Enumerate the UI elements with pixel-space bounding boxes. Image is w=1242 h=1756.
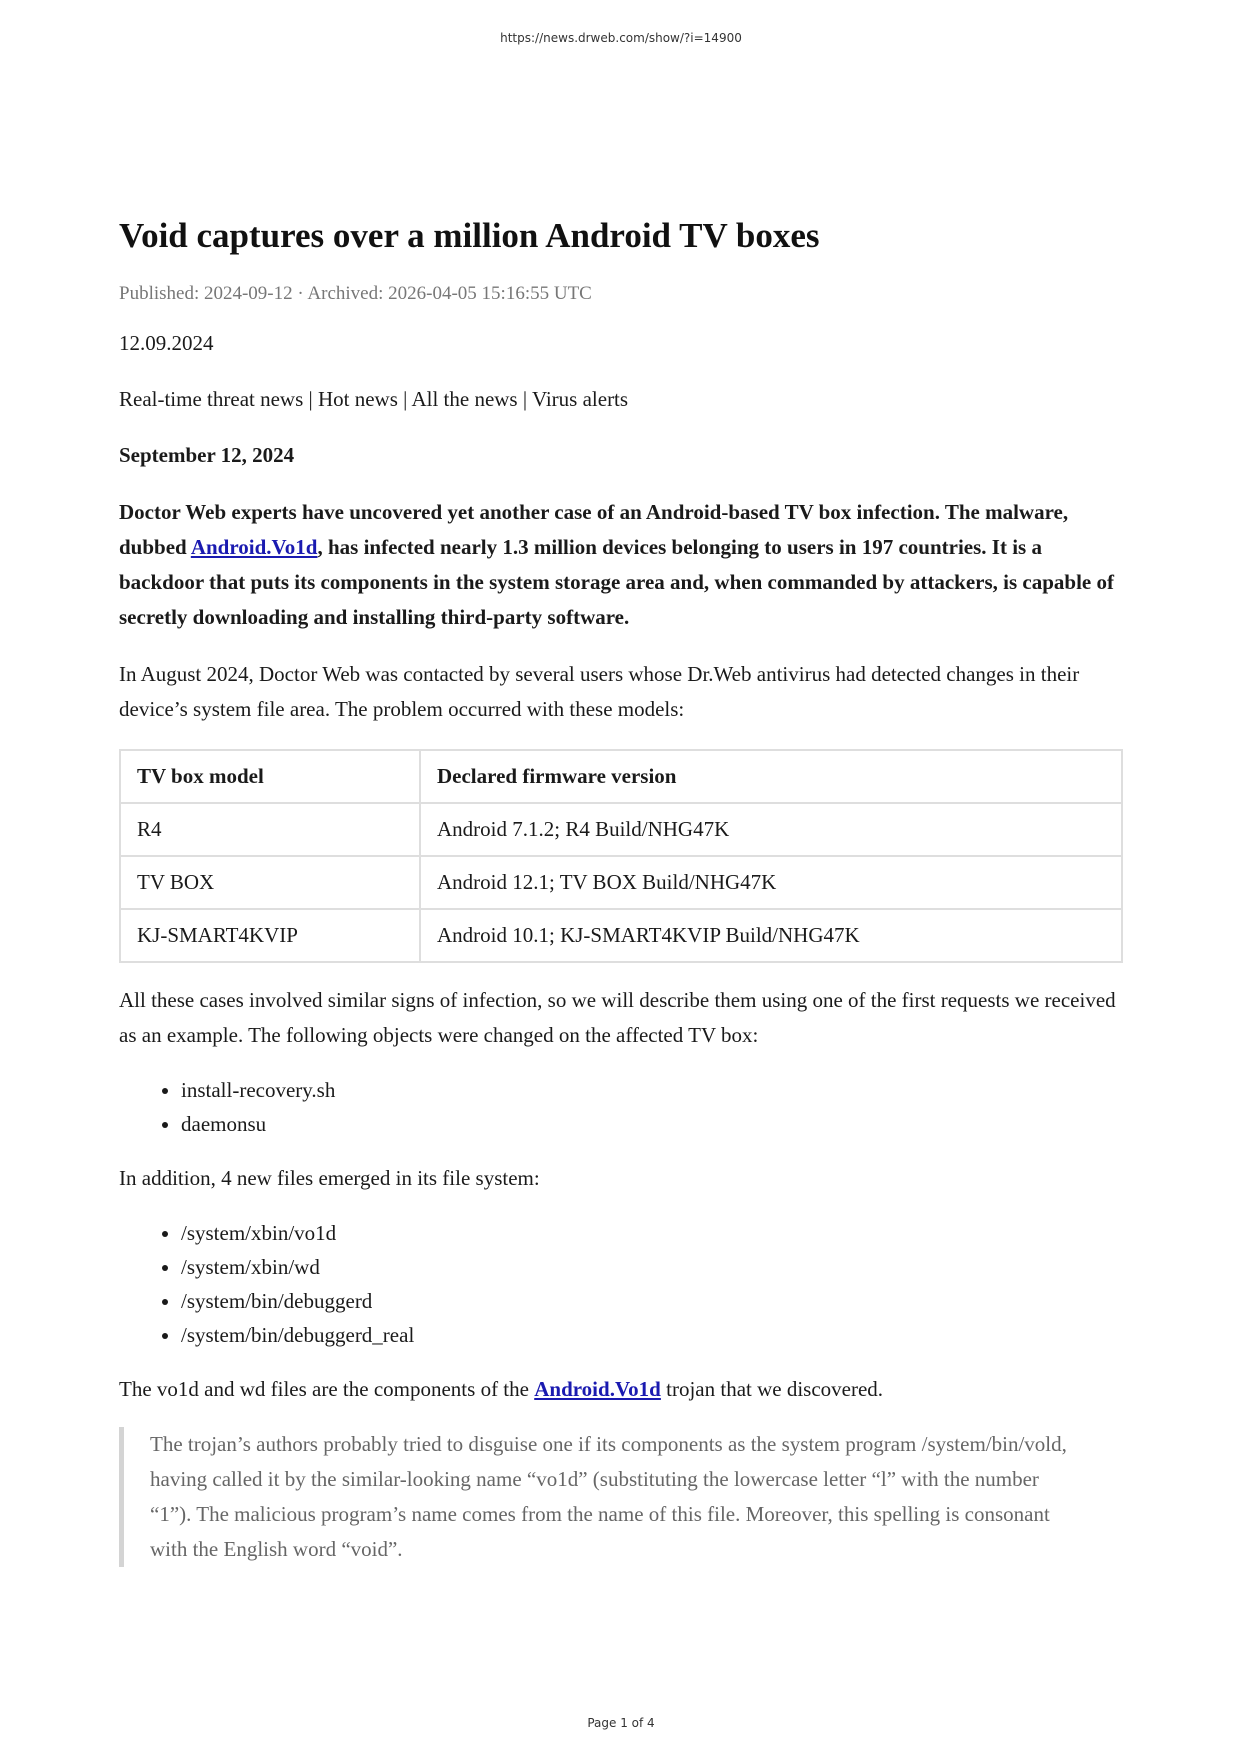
column-header-model: TV box model — [120, 750, 420, 803]
list-item: • /system/bin/debuggerd_real — [181, 1318, 1123, 1352]
nav-separator: | — [517, 387, 532, 411]
page-number: Page 1 of 4 — [587, 1716, 655, 1730]
nav-separator: | — [303, 387, 318, 411]
components-text-1: The vo1d and wd files are the components of the — [119, 1377, 535, 1401]
article-date: 12.09.2024 — [119, 331, 214, 355]
table-row — [120, 909, 1122, 962]
components-text-2: trojan that we discovered. — [660, 1377, 884, 1401]
cell-firmware: Android 7.1.2; R4 Build/NHG47K — [420, 803, 1122, 856]
article-title: Void captures over a million Android TV boxes — [119, 216, 820, 255]
lead-text-1: Doctor Web experts have uncovered yet another case of an Android-based TV box infection. The malware, dubbed — [119, 500, 1069, 559]
list-item: • install-recovery.sh — [181, 1073, 1123, 1107]
table-row — [120, 856, 1122, 909]
infection-paragraph: All these cases involved similar signs of infection, so we will describe them using one of the first requests we received as an example. The following objects were changed on the affected TV box: — [119, 988, 1116, 1047]
nav-link-all[interactable]: All the news — [411, 387, 518, 411]
news-nav — [119, 382, 1123, 417]
publish-meta: Published: 2024-09-12 · Archived: 2026-04-05 15:16:55 UTC — [119, 283, 592, 304]
intro-paragraph: In August 2024, Doctor Web was contacted by several users whose Dr.Web antivirus had detected changes in their device’s system file area. The problem occurred with these models: — [119, 662, 1080, 721]
list-item: • /system/xbin/vo1d — [181, 1216, 1123, 1250]
nav-link-hot[interactable]: Hot news — [317, 387, 398, 411]
article — [119, 212, 1123, 1567]
list-item: • /system/bin/debuggerd — [181, 1284, 1123, 1318]
cell-model: R4 — [120, 803, 420, 856]
lead-paragraph — [119, 495, 1123, 635]
components-paragraph — [119, 1372, 1123, 1407]
nav-link-virus-alerts[interactable]: Virus alerts — [531, 387, 629, 411]
lead-text-2: , has infected nearly 1.3 million devices belonging to users in 197 countries. It is a backdoor that puts its components in the system storage area and, when commanded by attackers, is capable of secretly downloading and installing third-party software. — [119, 535, 1114, 629]
cell-model: TV BOX — [120, 856, 420, 909]
table-header-row — [120, 750, 1122, 803]
new-files-list — [119, 1216, 1123, 1352]
android-vo1d-link[interactable]: Android.Vo1d — [534, 1377, 661, 1401]
column-header-firmware: Declared firmware version — [420, 750, 1122, 803]
cell-model: KJ-SMART4KVIP — [120, 909, 420, 962]
android-vo1d-link[interactable]: Android.Vo1d — [190, 535, 318, 559]
list-item: • /system/xbin/wd — [181, 1250, 1123, 1284]
cell-firmware: Android 10.1; KJ-SMART4KVIP Build/NHG47K — [420, 909, 1122, 962]
changed-objects-list — [119, 1073, 1123, 1141]
page-url: https://news.drweb.com/show/?i=14900 — [500, 31, 742, 45]
models-table — [119, 749, 1123, 963]
new-files-paragraph: In addition, 4 new files emerged in its file system: — [119, 1166, 540, 1190]
name-origin-quote: The trojan’s authors probably tried to disguise one if its components as the system program /system/bin/vold, having called it by the similar-looking name “vo1d” (substituting the lowercase letter “l” with the number “1”). The malicious program’s name comes from the name of this file. Moreover, this spelling is consonant with the English word “void”. — [119, 1427, 1070, 1567]
table-row — [120, 803, 1122, 856]
list-item: • daemonsu — [181, 1107, 1123, 1141]
nav-separator: | — [397, 387, 412, 411]
nav-link-realtime[interactable]: Real-time threat news — [119, 387, 304, 411]
cell-firmware: Android 12.1; TV BOX Build/NHG47K — [420, 856, 1122, 909]
section-date: September 12, 2024 — [119, 443, 295, 467]
